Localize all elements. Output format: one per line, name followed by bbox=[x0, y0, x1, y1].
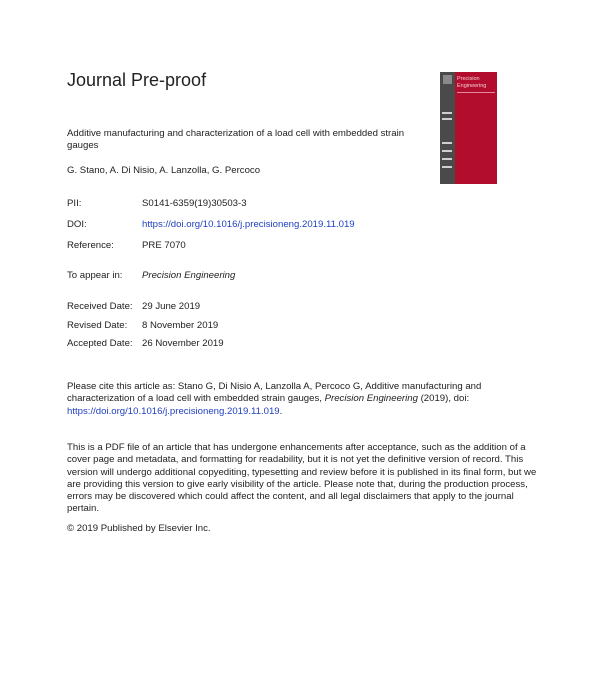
cover-decoration bbox=[442, 150, 452, 152]
author-list: G. Stano, A. Di Nisio, A. Lanzolla, G. Percoco bbox=[67, 165, 261, 176]
doi-label: DOI: bbox=[67, 219, 87, 230]
citation-paragraph bbox=[67, 381, 537, 418]
disclaimer-paragraph: This is a PDF file of an article that has undergone enhancements after acceptance, such as the addition of a cover page and metadata, and formatting for readability, but it is not yet the definitive version of record. This version will undergo additional copyediting, typesetting and review before it is published in its final form, but we are providing this version to give early visibility of the article. Please note that, during the production process, errors may be discovered which could affect the content, and all legal disclaimers that apply to the journal pertain. bbox=[67, 442, 537, 515]
citation-text: Please cite this article as: Stano G, Di Nisio A, Lanzolla A, Percoco G, Additive manufacturing and characterization of a load cell with embedded strain gauges, bbox=[67, 381, 482, 405]
to-appear-label: To appear in: bbox=[67, 270, 123, 281]
journal-pre-proof-heading: Journal Pre-proof bbox=[67, 70, 207, 90]
cover-decoration bbox=[442, 166, 452, 168]
reference-label: Reference: bbox=[67, 240, 114, 251]
journal-name: Precision Engineering bbox=[142, 270, 236, 281]
citation-end: . bbox=[279, 405, 283, 417]
pii-label: PII: bbox=[67, 198, 82, 209]
received-date-label: Received Date: bbox=[67, 301, 133, 312]
doi-link[interactable]: https://doi.org/10.1016/j.precisioneng.2019.11.019 bbox=[142, 219, 355, 230]
article-title: Additive manufacturing and characterization of a load cell with embedded strain gauges bbox=[67, 128, 405, 151]
cover-decoration bbox=[442, 158, 452, 160]
reference-value: PRE 7070 bbox=[142, 240, 186, 251]
cover-decoration bbox=[442, 118, 452, 120]
cover-decoration bbox=[442, 142, 452, 144]
cover-decoration bbox=[442, 112, 452, 114]
citation-doi-link[interactable]: https://doi.org/10.1016/j.precisioneng.2019.11.019 bbox=[67, 405, 280, 417]
received-date-value: 29 June 2019 bbox=[142, 301, 201, 312]
elsevier-logo-icon bbox=[443, 75, 452, 84]
accepted-date-label: Accepted Date: bbox=[67, 338, 133, 349]
citation-year: (2019), doi: bbox=[417, 393, 470, 405]
pii-value: S0141-6359(19)30503-3 bbox=[142, 198, 247, 209]
accepted-date-value: 26 November 2019 bbox=[142, 338, 224, 349]
revised-date-value: 8 November 2019 bbox=[142, 320, 219, 331]
cover-title-line2: Engineering bbox=[457, 83, 487, 89]
cover-title-line1: Precision bbox=[457, 76, 480, 82]
copyright-notice: © 2019 Published by Elsevier Inc. bbox=[67, 523, 211, 534]
cover-divider bbox=[457, 92, 495, 93]
citation-journal: Precision Engineering bbox=[324, 393, 418, 405]
journal-cover-image bbox=[440, 72, 497, 184]
revised-date-label: Revised Date: bbox=[67, 320, 128, 331]
